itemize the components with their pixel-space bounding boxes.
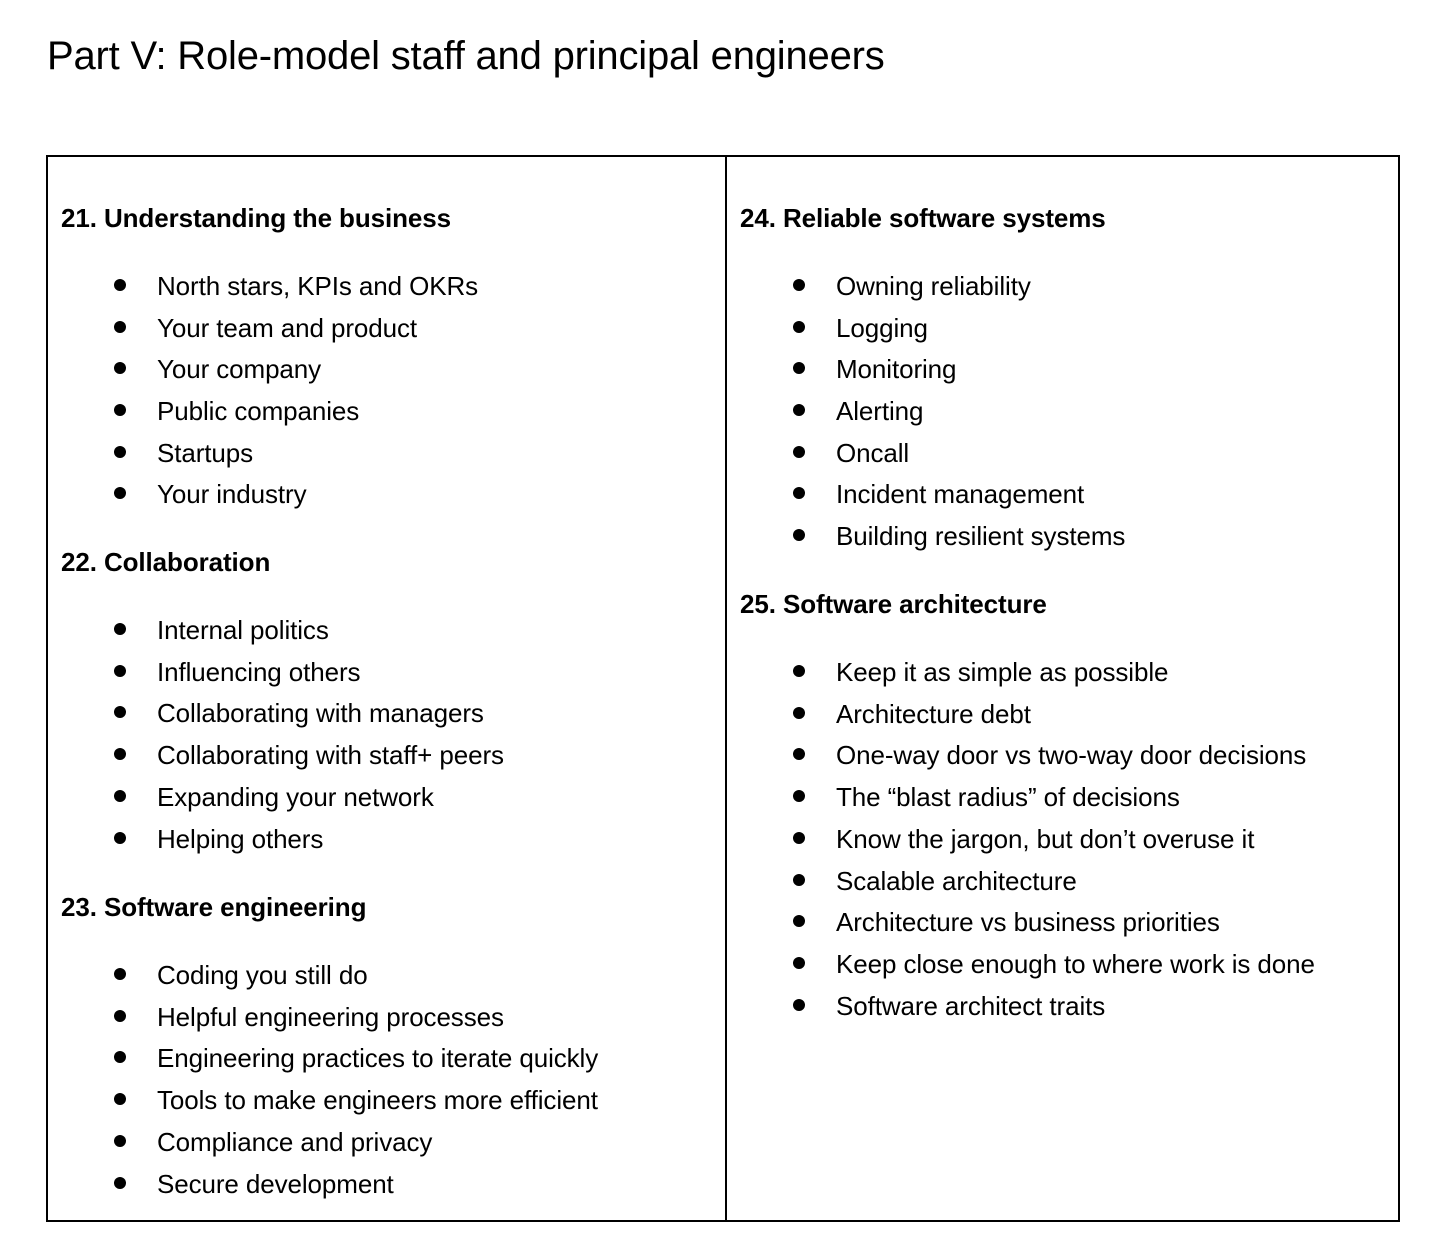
list-item-text: Your company [157, 354, 322, 384]
list-item-text: Monitoring [836, 354, 957, 384]
outline-table [46, 155, 1400, 1222]
list-item-text: Secure development [157, 1169, 394, 1199]
bullet-icon [793, 487, 805, 499]
list-item-text: Keep it as simple as possible [836, 657, 1169, 687]
bullet-icon [114, 1135, 126, 1147]
list-item-text: Your team and product [157, 313, 418, 343]
bullet-icon [114, 665, 126, 677]
list-item-text: Alerting [836, 396, 924, 426]
list-item-text: Architecture vs business priorities [836, 907, 1220, 937]
list-item-text: Software architect traits [836, 991, 1106, 1021]
bullet-icon [114, 1051, 126, 1063]
bullet-icon [793, 404, 805, 416]
bullet-icon [114, 404, 126, 416]
section-heading: 23. Software engineering [61, 892, 367, 922]
list-item-text: Compliance and privacy [157, 1127, 433, 1157]
bullet-icon [114, 968, 126, 980]
bullet-icon [793, 321, 805, 333]
list-item-text: Influencing others [157, 657, 361, 687]
list-item-text: Logging [836, 313, 928, 343]
list-item-text: Collaborating with managers [157, 698, 484, 728]
bullet-icon [114, 1177, 126, 1189]
page-title: Part V: Role-model staff and principal engineers [47, 34, 885, 78]
bullet-icon [114, 748, 126, 760]
list-item-text: Public companies [157, 396, 360, 426]
list-item-text: Building resilient systems [836, 521, 1126, 551]
list-item-text: One-way door vs two-way door decisions [836, 740, 1307, 770]
bullet-icon [793, 279, 805, 291]
list-item-text: Collaborating with staff+ peers [157, 740, 504, 770]
bullet-icon [114, 790, 126, 802]
bullet-icon [793, 790, 805, 802]
bullet-icon [793, 529, 805, 541]
bullet-icon [114, 1093, 126, 1105]
bullet-icon [114, 706, 126, 718]
list-item-text: Engineering practices to iterate quickly [157, 1043, 599, 1073]
bullet-icon [793, 446, 805, 458]
list-item-text: Your industry [157, 479, 307, 509]
list-item-text: North stars, KPIs and OKRs [157, 271, 479, 301]
bullet-icon [793, 832, 805, 844]
list-item-text: Helpful engineering processes [157, 1002, 504, 1032]
list-item-text: Internal politics [157, 615, 329, 645]
bullet-icon [793, 665, 805, 677]
list-item-text: Incident management [836, 479, 1085, 509]
section-heading: 24. Reliable software systems [740, 203, 1106, 233]
bullet-icon [114, 487, 126, 499]
list-item-text: Tools to make engineers more efficient [157, 1085, 598, 1115]
column-divider [725, 157, 727, 1220]
bullet-icon [793, 957, 805, 969]
bullet-icon [793, 707, 805, 719]
list-item-text: Know the jargon, but don’t overuse it [836, 824, 1255, 854]
bullet-icon [793, 999, 805, 1011]
section-heading: 22. Collaboration [61, 547, 271, 577]
section-heading: 25. Software architecture [740, 589, 1047, 619]
bullet-icon [793, 874, 805, 886]
section-heading: 21. Understanding the business [61, 203, 451, 233]
bullet-icon [114, 446, 126, 458]
list-item-text: Coding you still do [157, 960, 368, 990]
list-item-text: The “blast radius” of decisions [836, 782, 1180, 812]
list-item-text: Helping others [157, 824, 324, 854]
list-item-text: Architecture debt [836, 699, 1031, 729]
bullet-icon [114, 623, 126, 635]
bullet-icon [793, 915, 805, 927]
bullet-icon [793, 362, 805, 374]
list-item-text: Keep close enough to where work is done [836, 949, 1315, 979]
list-item-text: Expanding your network [157, 782, 434, 812]
bullet-icon [114, 362, 126, 374]
bullet-icon [793, 748, 805, 760]
bullet-icon [114, 279, 126, 291]
bullet-icon [114, 321, 126, 333]
list-item-text: Startups [157, 438, 254, 468]
bullet-icon [114, 832, 126, 844]
list-item-text: Oncall [836, 438, 910, 468]
list-item-text: Scalable architecture [836, 866, 1077, 896]
bullet-icon [114, 1010, 126, 1022]
list-item-text: Owning reliability [836, 271, 1031, 301]
